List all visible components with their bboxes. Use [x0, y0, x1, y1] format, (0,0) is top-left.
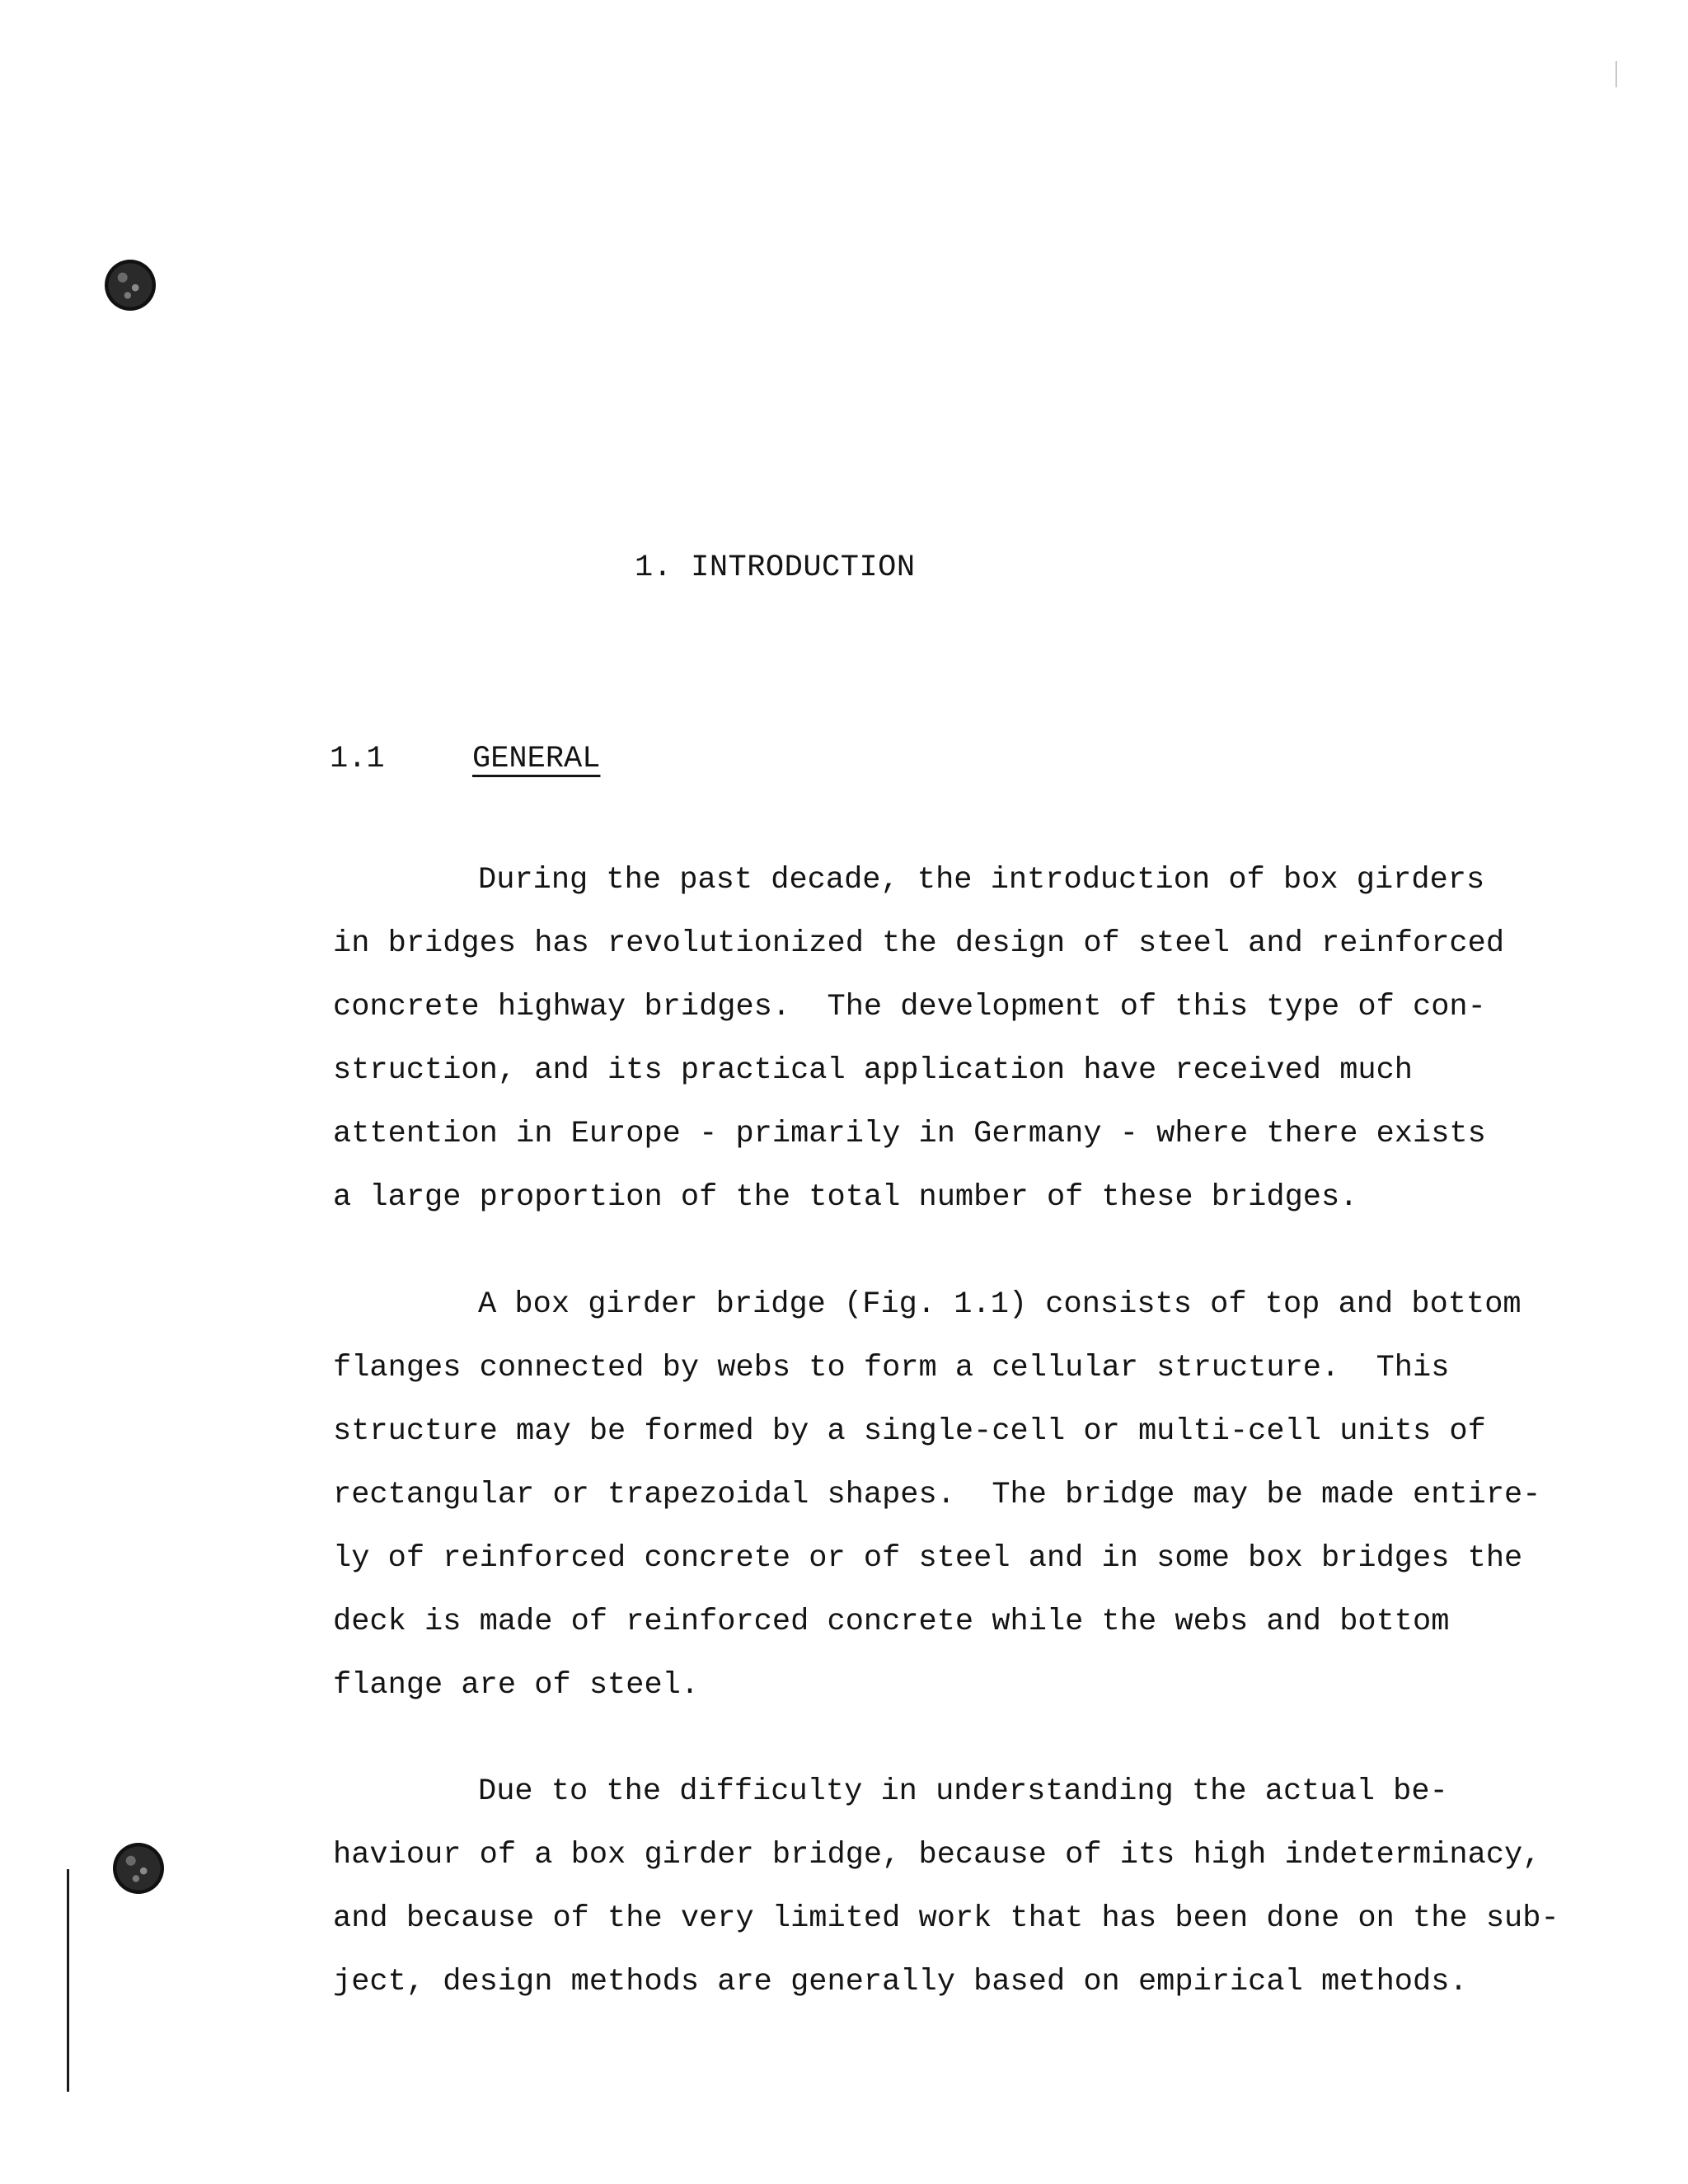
scan-edge-mark: [1615, 61, 1617, 87]
paragraph-line: ject, design methods are generally based on empirical methods.: [333, 1965, 1468, 1999]
punch-hole-icon: [113, 1843, 164, 1894]
paragraph-3: [333, 1760, 1569, 2014]
paragraph-line: concrete highway bridges. The development of this type of con-: [333, 990, 1486, 1024]
paragraph-line: haviour of a box girder bridge, because of its high indeterminacy,: [333, 1838, 1541, 1872]
section-title: GENERAL: [472, 742, 601, 776]
paragraph-line: flanges connected by webs to form a cellular structure. This: [333, 1351, 1450, 1385]
paragraph-line: rectangular or trapezoidal shapes. The bridge may be made entire-: [333, 1478, 1541, 1512]
paragraph-line: attention in Europe - primarily in Germany - where there exists: [333, 1117, 1486, 1151]
paragraph-line: a large proportion of the total number of these bridges.: [333, 1180, 1358, 1215]
punch-hole-icon: [105, 260, 156, 311]
paragraph-line: Due to the difficulty in understanding the actual be-: [478, 1774, 1448, 1809]
paragraph-2: [333, 1273, 1569, 1718]
paragraph-line: structure may be formed by a single-cell or multi-cell units of: [333, 1414, 1486, 1449]
section-heading: [330, 742, 600, 776]
paragraph-line: A box girder bridge (Fig. 1.1) consists of top and bottom: [478, 1287, 1522, 1322]
section-number: 1.1: [330, 742, 385, 776]
scan-edge-line: [67, 1869, 69, 2092]
chapter-title: 1. INTRODUCTION: [635, 551, 916, 585]
paragraph-1: [333, 849, 1569, 1230]
paragraph-line: flange are of steel.: [333, 1668, 700, 1703]
paragraph-line: deck is made of reinforced concrete while the webs and bottom: [333, 1605, 1450, 1639]
paragraph-line: During the past decade, the introduction of box girders: [478, 863, 1485, 898]
paragraph-line: ly of reinforced concrete or of steel and in some box bridges the: [333, 1541, 1523, 1576]
paragraph-line: struction, and its practical application have received much: [333, 1053, 1414, 1088]
paragraph-line: in bridges has revolutionized the design of steel and reinforced: [333, 926, 1505, 961]
paragraph-line: and because of the very limited work that has been done on the sub-: [333, 1901, 1559, 1936]
